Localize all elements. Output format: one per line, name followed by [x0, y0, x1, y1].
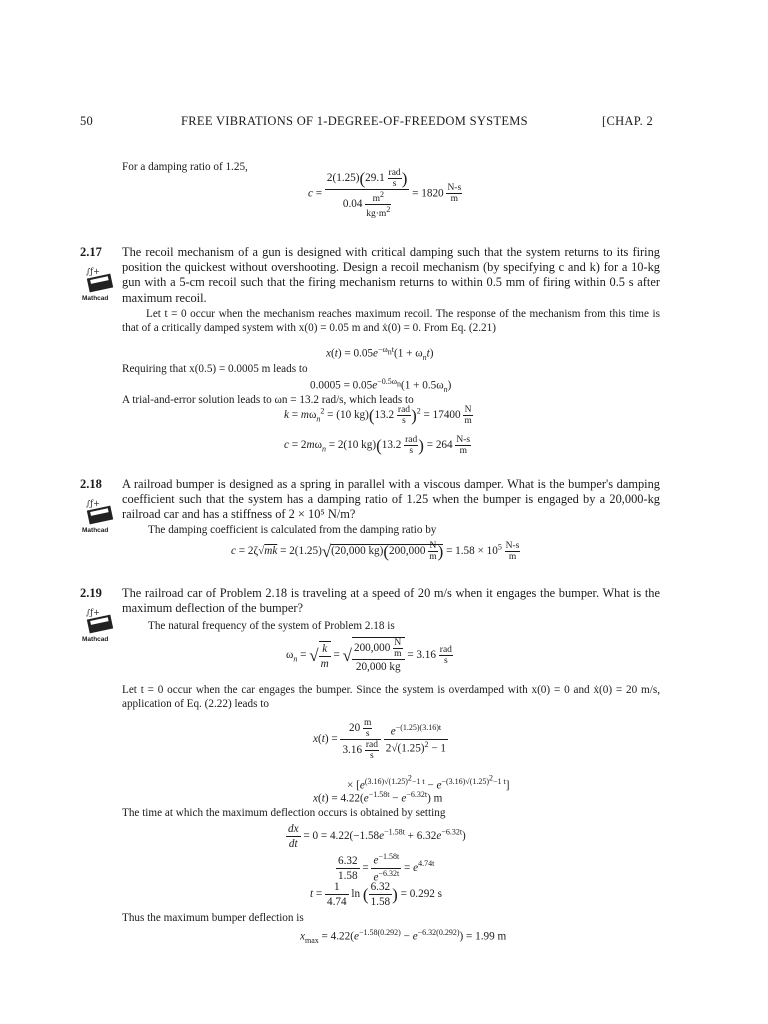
- equation-natural-frequency: $\omega_n$ = √ $\frac{k}{m}$ = √ 200,000 $\frac{N}{m}$ 20,000 kg = 3.16 rad s: [286, 638, 452, 673]
- problem-2-19-solution-2: Let t = 0 occur when the car engages the bumper. Since the system is overdamped with x(0) = 0 and ẋ(0) = 20 m/s, application of Eq. (2.22) leads to: [122, 684, 660, 710]
- problem-2-19-question: The railroad car of Problem 2.18 is traveling at a speed of 20 m/s when it engages the bumper. What is the maximum deflection of the bumper?: [122, 586, 660, 616]
- mathcad-calculator-icon: [82, 607, 122, 644]
- equation-ratio: $\frac{6.32}{1.58}$ = $\frac{e^{-1.58t}}{e^{-6.32t}}$ = $e^{4.74t}$: [338, 852, 435, 884]
- mathcad-calculator-icon: [82, 498, 122, 535]
- mathcad-calculator-icon: [82, 266, 122, 303]
- equation-c-critical: $c = 2m\omega_n = 2(10$ kg)(13.2 rad s ) = 264 $\frac{N-s}{m}$: [284, 435, 471, 457]
- problem-number-2-18: 2.18: [80, 477, 102, 491]
- mathcad-label: Mathcad: [82, 295, 109, 302]
- equation-k: $k = m\omega_n^2 = (10$ kg)(13.2 rad s )$^2$ = 17400 $\frac{N}{m}$: [284, 405, 472, 427]
- mathcad-label: Mathcad: [82, 636, 109, 643]
- svg-text:∫ƒ+: ∫ƒ+: [86, 267, 100, 276]
- problem-2-19-solution-1: The natural frequency of the system of Problem 2.18 is: [148, 620, 395, 632]
- chapter-label: [CHAP. 2: [602, 114, 654, 128]
- equation-x-t-critical: $x(t) = 0.05e^{-\omega_nt}(1 + \omega_nt)$: [326, 345, 434, 362]
- equation-max-deflection: $x_{max} = 4.22(e^{-1.58(0.292)} - e^{-6.32(0.292)}) = 1.99$ m: [300, 928, 507, 945]
- mathcad-label: Mathcad: [82, 527, 109, 534]
- equation-c-value: c = 2(1.25)(29.1 rad s ) 0.04 $\frac{m^2}{kg\cdot m^2}$ = 1820 $\frac{N-s}{m}$: [308, 168, 462, 220]
- problem-2-17-solution: Let t = 0 occur when the mechanism reaches maximum recoil. The response of the mechanism from this time is that of a critically damped system with x(0) = 0.05 m and ẋ(0) = 0. From Eq. (2.21): [122, 308, 660, 334]
- intro-text: For a damping ratio of 1.25,: [122, 161, 248, 173]
- problem-2-19-solution-3: The time at which the maximum deflection occurs is obtained by setting: [122, 807, 446, 819]
- requiring-text: Requiring that x(0.5) = 0.0005 m leads to: [122, 363, 308, 375]
- equation-x-t-overdamped: x(t) = 20 $\frac{m}{s}$ 3.16 rad s $\frac{e^{-(1.25)(3.16)t}}{2√(1.25)^2 - 1}$: [313, 718, 447, 761]
- problem-2-19-solution-4: Thus the maximum bumper deflection is: [122, 912, 304, 924]
- problem-number-2-17: 2.17: [80, 245, 102, 259]
- svg-text:∫ƒ+: ∫ƒ+: [86, 499, 100, 508]
- page-number: 50: [80, 114, 94, 128]
- equation-derivative: $\frac{dx}{dt}$ = $0 = 4.22(-1.58e^{-1.58t} + 6.32e^{-6.32t})$: [288, 823, 466, 850]
- problem-2-18-question: A railroad bumper is designed as a spring in parallel with a viscous damper. What is the bumper's damping coefficient such that the system has a damping ratio of 1.25 when the bumper is engaged by a 20,000-kg railroad car and has a stiffness of 2 × 10⁵ N/m?: [122, 477, 660, 522]
- equation-damping-coefficient: c = 2ζ√mk = 2(1.25)√(20,000 kg)(200,000 $\frac{N}{m}$ ) = $1.58 \times 10^5$ $\frac{N-s}{m}$: [231, 541, 520, 563]
- problem-number-2-19: 2.19: [80, 586, 102, 600]
- equation-time-max: t = $\frac{1}{4.74}$ ln ( $\frac{6.32}{1.58}$ ) = 0.292 s: [310, 881, 443, 908]
- problem-2-17-question: The recoil mechanism of a gun is designed with critical damping such that the system returns to its firing position the quickest without overshooting. Design a recoil mechanism (by specifying c and k) for a 10-kg gun with a 5-cm recoil such that the firing mechanism returns to within 0.5 mm of firing within 0.5 s after maximum recoil.: [122, 245, 660, 305]
- equation-x-t-bracket: × $[e^{(3.16)√(1.25)^2-1 t} - e^{-(3.16)√(1.25)^2-1 t}]$: [347, 773, 510, 792]
- trial-text: A trial-and-error solution leads to ωn = 13.2 rad/s, which leads to: [122, 394, 414, 406]
- equation-requiring: $0.0005 = 0.05e^{-0.5\omega_n}(1 + 0.5\omega_n)$: [310, 377, 452, 394]
- problem-2-18-solution: The damping coefficient is calculated from the damping ratio by: [148, 524, 437, 536]
- equation-x-t-result: $x(t) = 4.22(e^{-1.58t} - e^{-6.32t})$ m: [313, 790, 443, 805]
- running-title: FREE VIBRATIONS OF 1-DEGREE-OF-FREEDOM SYSTEMS: [181, 114, 528, 128]
- svg-text:∫ƒ+: ∫ƒ+: [86, 608, 100, 617]
